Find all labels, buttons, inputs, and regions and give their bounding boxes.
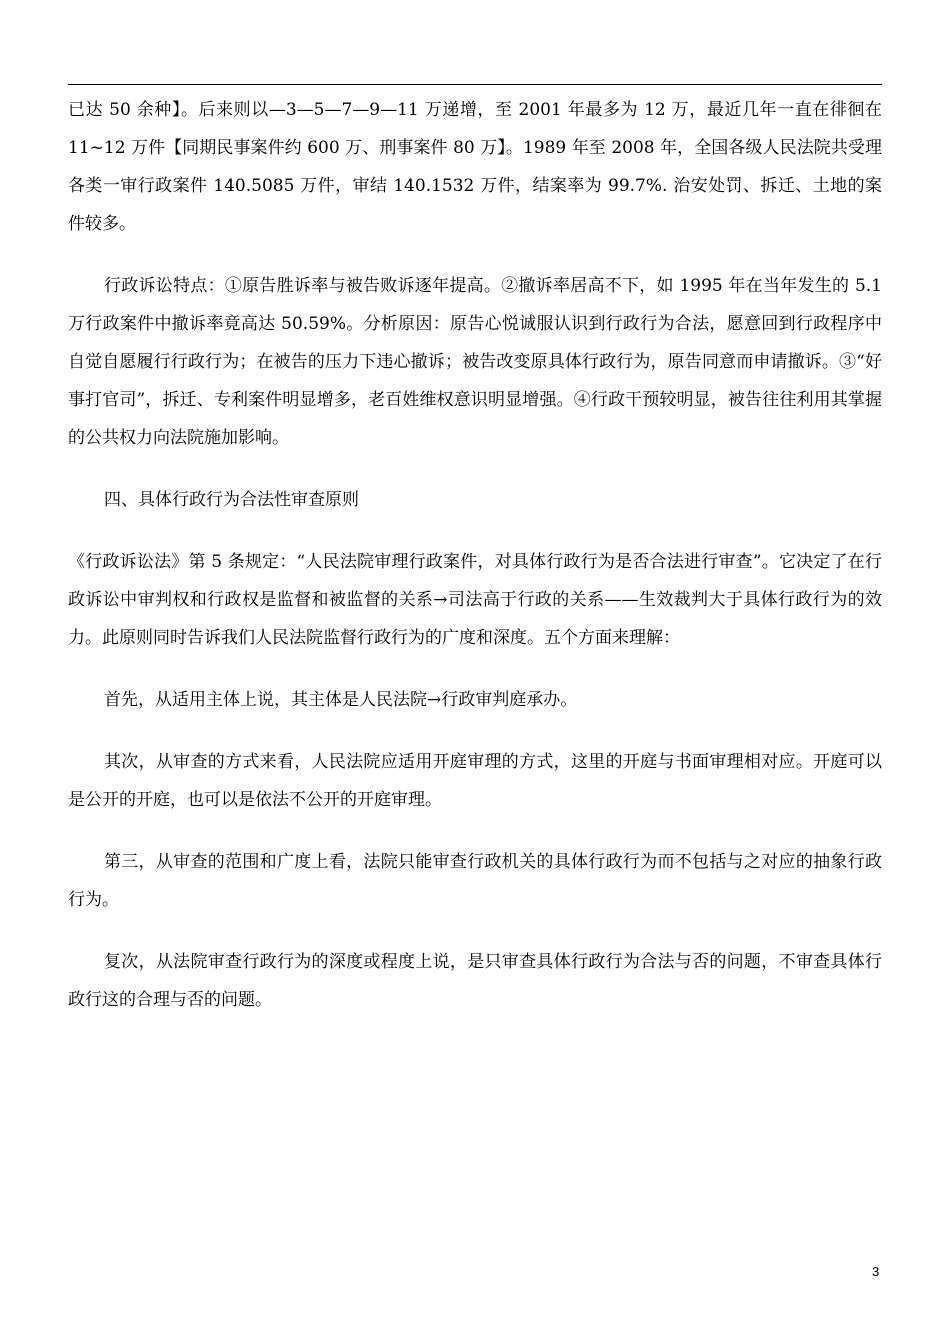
- page-number: 3: [872, 1264, 880, 1279]
- paragraph-4: 《行政诉讼法》第 5 条规定：“人民法院审理行政案件，对具体行政行为是否合法进行审查”。它决定了在行政诉讼中审判权和行政权是监督和被监督的关系→司法高于行政的关系——生效裁判大于具体行政行为的效力。此原则同时告诉我们人民法院监督行政行为的广度和深度。五个方面来理解：: [68, 552, 882, 648]
- paragraph-2: 行政诉讼特点：①原告胜诉率与被告败诉逐年提高。②撤诉率居高不下，如 1995 年在当年发生的 5.1 万行政案件中撤诉率竟高达 50.59%。分析原因：原告心悦诚服认识到行政行为合法，愿意回到行政程序中自觉自愿履行行政行为；在被告的压力下违心撤诉；被告改变原具体行政行为，原告同意而申请撤诉。③“好事打官司”，拆迁、专利案件明显增多，老百姓维权意识明显增强。④行政干预较明显，被告往往利用其掌握的公共权力向法院施加影响。: [68, 276, 882, 448]
- paragraph-7: 第三，从审查的范围和广度上看，法院只能审查行政机关的具体行政行为而不包括与之对应的抽象行政行为。: [68, 852, 882, 910]
- section-heading: 四、具体行政行为合法性审查原则: [104, 490, 359, 510]
- paragraph-8: 复次，从法院审查行政行为的深度或程度上说，是只审查具体行政行为合法与否的问题，不审查具体行政行这的合理与否的问题。: [68, 952, 882, 1010]
- header-rule: [68, 84, 882, 85]
- paragraph-1: 已达 50 余种】。后来则以—3—5—7—9—11 万递增，至 2001 年最多为 12 万，最近几年一直在徘徊在 11~12 万件【同期民事案件约 600 万、刑事案件 80 万】。1989 年至 2008 年，全国各级人民法院共受理各类一审行政案件 140.5085 万件，审结 140.1532 万件，结案率为 99.7%. 治安处罚、拆迁、土地的案件较多。: [68, 100, 882, 234]
- paragraph-6: 其次，从审查的方式来看，人民法院应适用开庭审理的方式，这里的开庭与书面审理相对应。开庭可以是公开的开庭，也可以是依法不公开的开庭审理。: [68, 752, 882, 810]
- paragraph-5: 首先，从适用主体上说，其主体是人民法院→行政审判庭承办。: [104, 690, 578, 710]
- document-body: [68, 91, 882, 1043]
